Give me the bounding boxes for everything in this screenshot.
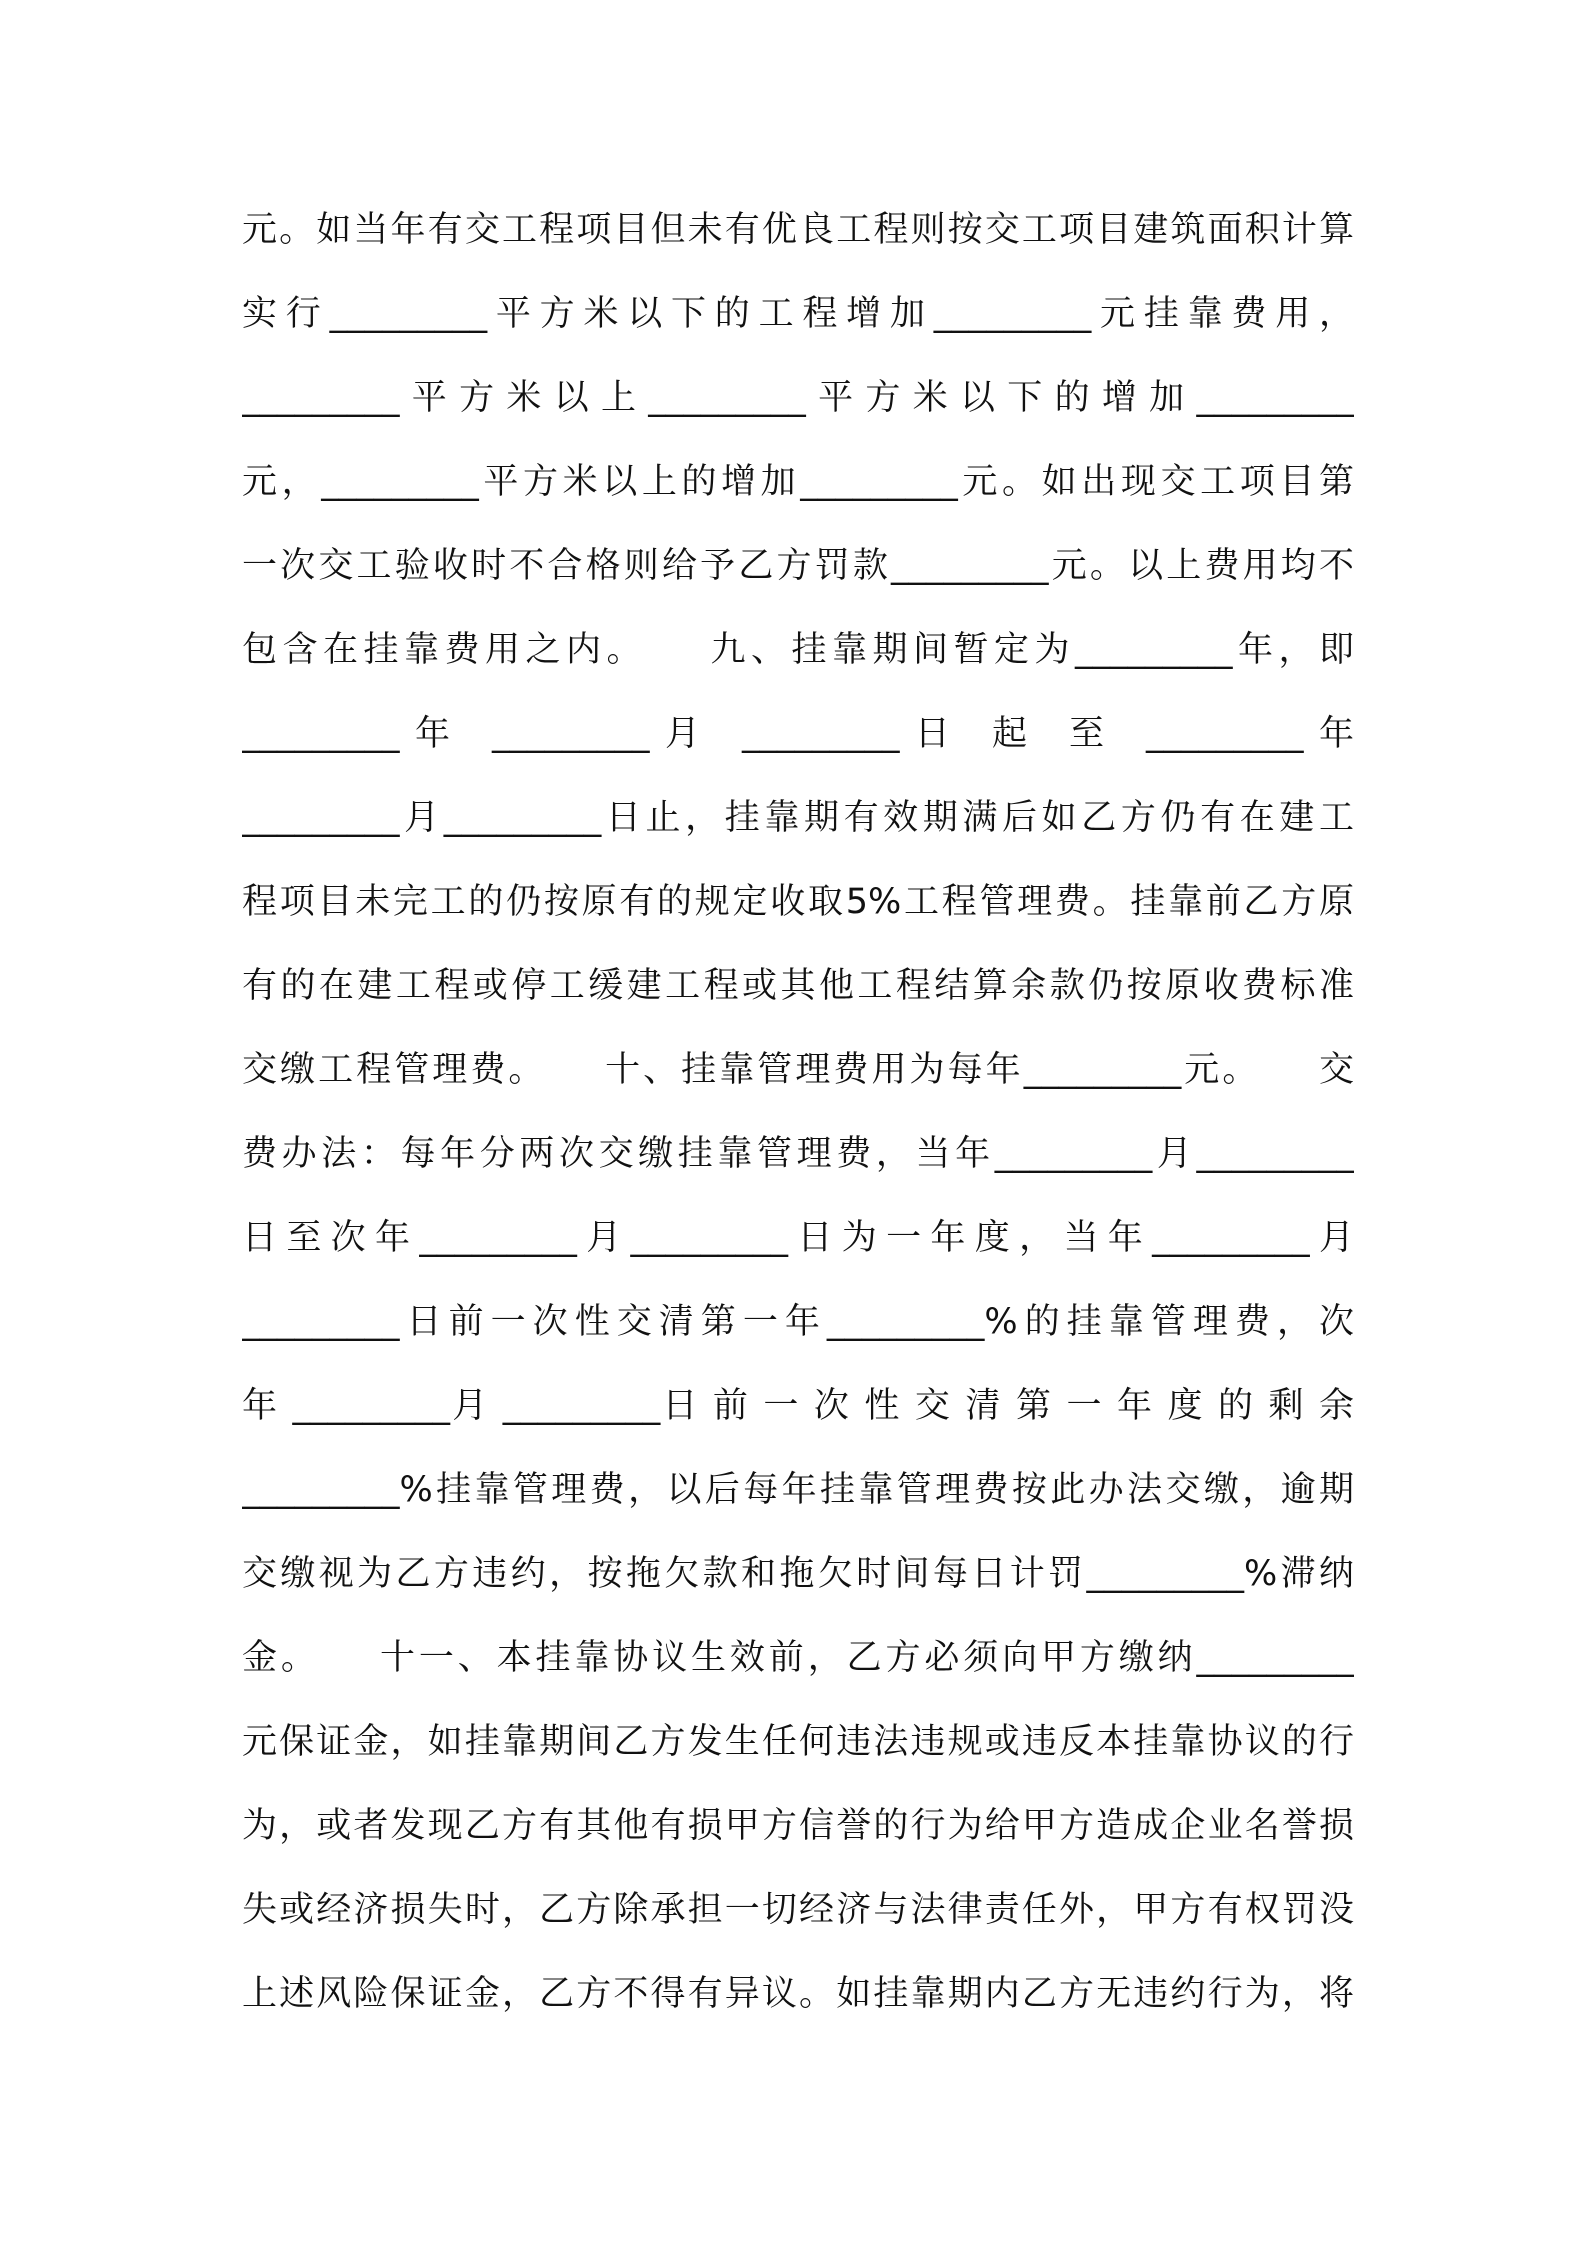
text-line-15: 年 _________月 _________日 前 一 次 性 交 清 第 一 年 度 的 剩 余 bbox=[242, 1386, 1354, 1426]
text-line-13: 日至次年_________月_________日为一年度，当年_________月 bbox=[242, 1218, 1354, 1258]
text-line-20: 为，或者发现乙方有其他有损甲方信誉的行为给甲方造成企业名誉损 bbox=[242, 1806, 1354, 1846]
text-line-3: _________平方米以上_________平方米以下的增加_________ bbox=[242, 378, 1354, 418]
text-line-17: 交缴视为乙方违约，按拖欠款和拖欠时间每日计罚_________%滞纳 bbox=[242, 1554, 1354, 1594]
text-line-16: _________%挂靠管理费，以后每年挂靠管理费按此办法交缴，逾期 bbox=[242, 1470, 1354, 1510]
text-line-18: 金。 十一、本挂靠协议生效前，乙方必须向甲方缴纳_________ bbox=[242, 1638, 1354, 1678]
text-line-19: 元保证金，如挂靠期间乙方发生任何违法违规或违反本挂靠协议的行 bbox=[242, 1722, 1354, 1762]
text-line-2: 实行_________平方米以下的工程增加_________元挂靠费用， bbox=[242, 294, 1354, 334]
text-line-10: 有的在建工程或停工缓建工程或其他工程结算余款仍按原收费标准 bbox=[242, 966, 1354, 1006]
text-line-21: 失或经济损失时，乙方除承担一切经济与法律责任外，甲方有权罚没 bbox=[242, 1890, 1354, 1930]
text-line-7: _________年 _________月 _________日 起 至 _________年 bbox=[242, 714, 1354, 754]
text-line-12: 费办法：每年分两次交缴挂靠管理费，当年_________月_________ bbox=[242, 1134, 1354, 1174]
text-line-11: 交缴工程管理费。 十、挂靠管理费用为每年_________元。 交 bbox=[242, 1050, 1354, 1090]
text-line-8: _________月_________日止，挂靠期有效期满后如乙方仍有在建工 bbox=[242, 798, 1354, 838]
text-line-9: 程项目未完工的仍按原有的规定收取5%工程管理费。挂靠前乙方原 bbox=[242, 882, 1354, 922]
text-line-14: _________日前一次性交清第一年_________%的挂靠管理费，次 bbox=[242, 1302, 1354, 1342]
text-line-22: 上述风险保证金，乙方不得有异议。如挂靠期内乙方无违约行为，将 bbox=[242, 1974, 1354, 2014]
text-line-1: 元。如当年有交工程项目但未有优良工程则按交工项目建筑面积计算 bbox=[242, 210, 1354, 250]
agreement-body-text bbox=[242, 196, 1354, 2044]
text-line-6: 包含在挂靠费用之内。 九、挂靠期间暂定为_________年，即 bbox=[242, 630, 1354, 670]
text-line-5: 一次交工验收时不合格则给予乙方罚款_________元。以上费用均不 bbox=[242, 546, 1354, 586]
text-line-4: 元，_________平方米以上的增加_________元。如出现交工项目第 bbox=[242, 462, 1354, 502]
